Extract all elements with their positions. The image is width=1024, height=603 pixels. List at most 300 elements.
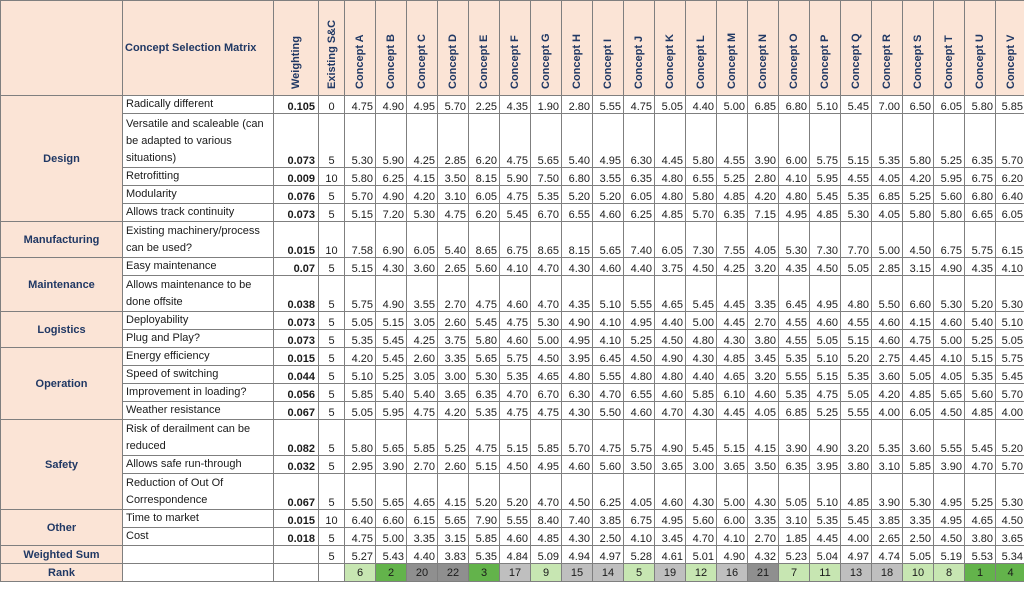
criterion-label: Allows track continuity (123, 204, 274, 222)
concept-score: 3.60 (903, 420, 934, 456)
concept-header (531, 1, 562, 96)
concept-score: 1.85 (779, 528, 810, 546)
concept-score: 6.25 (593, 474, 624, 510)
weighted-sum-value: 5.09 (531, 546, 562, 564)
existing-score: 5 (319, 528, 345, 546)
concept-score: 3.65 (717, 456, 748, 474)
concept-score: 6.80 (965, 186, 996, 204)
concept-score: 5.05 (841, 258, 872, 276)
concept-score: 5.60 (686, 510, 717, 528)
concept-header-text: Concept J (633, 35, 645, 89)
concept-score: 5.70 (996, 114, 1024, 168)
concept-score: 5.35 (345, 330, 376, 348)
existing-score: 10 (319, 510, 345, 528)
concept-score: 8.15 (469, 168, 500, 186)
concept-score: 3.20 (841, 420, 872, 456)
concept-score: 6.55 (624, 384, 655, 402)
concept-score: 4.50 (500, 456, 531, 474)
concept-score: 5.05 (841, 384, 872, 402)
concept-score: 5.00 (717, 474, 748, 510)
weighted-sum-value: 4.97 (841, 546, 872, 564)
concept-score: 5.45 (996, 366, 1024, 384)
concept-score: 2.70 (748, 528, 779, 546)
concept-score: 4.85 (965, 402, 996, 420)
concept-score: 4.30 (686, 474, 717, 510)
concept-score: 3.90 (872, 474, 903, 510)
criterion-row (1, 420, 1024, 456)
criterion-label: Versatile and scaleable (can be adapted to various situations) (123, 114, 274, 168)
concept-header-text: Concept I (602, 38, 614, 89)
weighted-sum-value: 5.04 (810, 546, 841, 564)
concept-score: 4.80 (562, 366, 593, 384)
rank-value: 15 (562, 564, 593, 582)
criterion-label: Allows maintenance to be done offsite (123, 276, 274, 312)
concept-score: 4.80 (655, 366, 686, 384)
concept-score: 7.40 (624, 222, 655, 258)
concept-score: 5.45 (841, 510, 872, 528)
concept-score: 4.10 (500, 258, 531, 276)
concept-score: 5.35 (779, 384, 810, 402)
concept-score: 4.75 (345, 96, 376, 114)
concept-score: 5.85 (407, 420, 438, 456)
concept-score: 5.45 (841, 96, 872, 114)
concept-header (376, 1, 407, 96)
rank-value: 13 (841, 564, 872, 582)
category-label: Maintenance (1, 258, 123, 312)
rank-value: 5 (624, 564, 655, 582)
weighted-sum-value: 4.32 (748, 546, 779, 564)
existing-score: 5 (319, 348, 345, 366)
concept-score: 5.00 (934, 330, 965, 348)
concept-score: 4.75 (593, 420, 624, 456)
concept-score: 6.75 (624, 510, 655, 528)
concept-score: 5.05 (996, 330, 1024, 348)
concept-score: 5.90 (500, 168, 531, 186)
concept-score: 5.25 (717, 168, 748, 186)
category-label: Logistics (1, 312, 123, 348)
concept-score: 2.65 (438, 258, 469, 276)
concept-score: 4.40 (655, 312, 686, 330)
concept-score: 3.15 (903, 258, 934, 276)
existing-score: 5 (319, 276, 345, 312)
criterion-label: Plug and Play? (123, 330, 274, 348)
concept-score: 6.30 (562, 384, 593, 402)
concept-score: 7.30 (686, 222, 717, 258)
concept-score: 5.35 (500, 366, 531, 384)
concept-score: 4.80 (686, 330, 717, 348)
rank-value: 11 (810, 564, 841, 582)
weight-value: 0.073 (274, 330, 319, 348)
weighted-sum-value: 5.43 (376, 546, 407, 564)
weight-value: 0.073 (274, 312, 319, 330)
concept-score: 4.25 (407, 114, 438, 168)
criterion-label: Easy maintenance (123, 258, 274, 276)
criterion-label: Improvement in loading? (123, 384, 274, 402)
concept-score: 4.60 (748, 384, 779, 402)
criterion-label: Risk of derailment can be reduced (123, 420, 274, 456)
concept-score: 4.40 (686, 366, 717, 384)
concept-score: 6.00 (717, 510, 748, 528)
concept-score: 4.80 (655, 186, 686, 204)
concept-header (965, 1, 996, 96)
concept-score: 5.55 (624, 276, 655, 312)
concept-score: 4.60 (500, 276, 531, 312)
concept-score: 5.55 (593, 366, 624, 384)
concept-score: 5.00 (872, 222, 903, 258)
existing-score: 5 (319, 330, 345, 348)
concept-score: 4.50 (810, 258, 841, 276)
criterion-label: Retrofitting (123, 168, 274, 186)
concept-score: 3.35 (438, 348, 469, 366)
weighted-sum-value: 5.53 (965, 546, 996, 564)
rank-row (1, 564, 1024, 582)
concept-score: 3.65 (655, 456, 686, 474)
category-label: Other (1, 510, 123, 546)
criterion-label: Energy efficiency (123, 348, 274, 366)
concept-score: 4.70 (655, 402, 686, 420)
concept-score: 6.05 (407, 222, 438, 258)
concept-score: 6.85 (748, 96, 779, 114)
concept-score: 4.75 (438, 204, 469, 222)
concept-header (996, 1, 1024, 96)
concept-score: 5.45 (686, 420, 717, 456)
concept-header-text: Concept C (416, 34, 428, 89)
concept-score: 4.20 (748, 186, 779, 204)
concept-score: 3.65 (438, 384, 469, 402)
concept-score: 4.90 (376, 96, 407, 114)
concept-score: 3.85 (872, 510, 903, 528)
concept-score: 3.10 (438, 186, 469, 204)
concept-header (717, 1, 748, 96)
concept-score: 6.35 (624, 168, 655, 186)
concept-score: 4.45 (655, 114, 686, 168)
concept-score: 4.75 (810, 384, 841, 402)
concept-header (407, 1, 438, 96)
criterion-row (1, 96, 1024, 114)
concept-score: 6.35 (965, 114, 996, 168)
rank-value: 17 (500, 564, 531, 582)
rank-blank (123, 564, 274, 582)
rank-value: 22 (438, 564, 469, 582)
category-label: Safety (1, 420, 123, 510)
concept-score: 7.90 (469, 510, 500, 528)
concept-score: 4.60 (500, 330, 531, 348)
concept-score: 5.70 (345, 186, 376, 204)
concept-header-text: Concept L (695, 35, 707, 89)
concept-score: 5.20 (841, 348, 872, 366)
concept-score: 5.85 (686, 384, 717, 402)
concept-score: 7.70 (841, 222, 872, 258)
concept-score: 8.65 (469, 222, 500, 258)
concept-score: 5.30 (779, 222, 810, 258)
concept-score: 2.80 (562, 96, 593, 114)
concept-score: 4.80 (624, 366, 655, 384)
concept-score: 3.75 (438, 330, 469, 348)
concept-score: 5.60 (965, 384, 996, 402)
weight-value: 0.073 (274, 114, 319, 168)
concept-score: 3.60 (872, 366, 903, 384)
concept-score: 4.75 (624, 96, 655, 114)
concept-score: 4.55 (717, 114, 748, 168)
concept-score: 5.40 (562, 114, 593, 168)
concept-score: 5.75 (500, 348, 531, 366)
concept-score: 4.25 (717, 258, 748, 276)
concept-score: 4.60 (810, 312, 841, 330)
criterion-label: Deployability (123, 312, 274, 330)
concept-score: 5.85 (345, 384, 376, 402)
concept-score: 4.95 (562, 330, 593, 348)
concept-header (810, 1, 841, 96)
concept-score: 2.85 (872, 258, 903, 276)
concept-score: 5.15 (345, 204, 376, 222)
concept-score: 5.60 (593, 456, 624, 474)
concept-score: 5.75 (996, 348, 1024, 366)
concept-score: 6.85 (779, 402, 810, 420)
concept-score: 6.25 (376, 168, 407, 186)
concept-score: 4.70 (593, 384, 624, 402)
concept-score: 3.00 (686, 456, 717, 474)
concept-score: 5.25 (965, 330, 996, 348)
concept-score: 6.10 (717, 384, 748, 402)
concept-score: 6.75 (934, 222, 965, 258)
concept-header-text: Concept B (385, 34, 397, 89)
concept-score: 4.60 (562, 456, 593, 474)
concept-score: 4.70 (531, 474, 562, 510)
concept-score: 6.70 (531, 204, 562, 222)
concept-score: 5.80 (903, 204, 934, 222)
rank-weight-blank (274, 564, 319, 582)
concept-score: 5.20 (500, 474, 531, 510)
concept-score: 3.55 (407, 276, 438, 312)
concept-score: 5.20 (469, 474, 500, 510)
concept-score: 3.00 (438, 366, 469, 384)
concept-score: 4.45 (717, 276, 748, 312)
concept-score: 5.65 (593, 222, 624, 258)
weight-value: 0.067 (274, 474, 319, 510)
concept-score: 5.35 (531, 186, 562, 204)
concept-header (562, 1, 593, 96)
concept-score: 4.55 (841, 312, 872, 330)
concept-score: 4.95 (934, 510, 965, 528)
concept-score: 5.30 (407, 204, 438, 222)
weight-value: 0.07 (274, 258, 319, 276)
concept-score: 7.30 (810, 222, 841, 258)
concept-score: 4.85 (841, 474, 872, 510)
concept-score: 4.80 (841, 276, 872, 312)
concept-score: 5.45 (469, 312, 500, 330)
concept-score: 6.85 (872, 186, 903, 204)
concept-score: 5.25 (934, 114, 965, 168)
concept-score: 2.95 (345, 456, 376, 474)
concept-score: 4.85 (903, 384, 934, 402)
existing-header-text: Existing S&C (325, 19, 338, 89)
concept-score: 6.20 (469, 114, 500, 168)
concept-score: 5.75 (810, 114, 841, 168)
concept-header-text: Concept N (757, 34, 769, 89)
concept-score: 4.95 (593, 114, 624, 168)
concept-score: 5.15 (841, 330, 872, 348)
concept-header (934, 1, 965, 96)
concept-score: 5.45 (500, 204, 531, 222)
concept-score: 5.95 (934, 168, 965, 186)
concept-score: 5.20 (996, 420, 1024, 456)
concept-score: 5.55 (593, 96, 624, 114)
concept-score: 5.65 (934, 384, 965, 402)
rank-value: 14 (593, 564, 624, 582)
concept-header-text: Concept O (788, 33, 800, 89)
weighted-sum-value: 5.28 (624, 546, 655, 564)
rank-value: 2 (376, 564, 407, 582)
rank-value: 9 (531, 564, 562, 582)
existing-score: 10 (319, 222, 345, 258)
concept-score: 5.25 (624, 330, 655, 348)
concept-score: 7.00 (872, 96, 903, 114)
weighted-sum-value: 4.90 (717, 546, 748, 564)
concept-score: 4.30 (686, 402, 717, 420)
concept-score: 2.60 (438, 312, 469, 330)
concept-score: 5.30 (841, 204, 872, 222)
concept-score: 5.10 (593, 276, 624, 312)
concept-score: 6.45 (593, 348, 624, 366)
concept-score: 4.10 (624, 528, 655, 546)
rank-value: 6 (345, 564, 376, 582)
concept-header (779, 1, 810, 96)
concept-score: 3.10 (872, 456, 903, 474)
weighted-sum-value: 4.84 (500, 546, 531, 564)
concept-score: 3.20 (748, 366, 779, 384)
concept-score: 4.30 (748, 474, 779, 510)
concept-score: 3.35 (748, 276, 779, 312)
concept-header-text: Concept G (540, 33, 552, 89)
concept-score: 6.55 (686, 168, 717, 186)
concept-score: 2.60 (438, 456, 469, 474)
weight-value: 0.076 (274, 186, 319, 204)
concept-score: 5.35 (841, 186, 872, 204)
concept-score: 5.45 (376, 330, 407, 348)
rank-value: 3 (469, 564, 500, 582)
concept-score: 3.80 (965, 528, 996, 546)
concept-score: 4.50 (562, 474, 593, 510)
concept-score: 5.15 (345, 258, 376, 276)
concept-score: 4.50 (903, 222, 934, 258)
concept-score: 4.30 (376, 258, 407, 276)
criterion-label: Cost (123, 528, 274, 546)
weighted-sum-value: 4.40 (407, 546, 438, 564)
concept-score: 3.60 (407, 258, 438, 276)
concept-score: 4.15 (438, 474, 469, 510)
concept-score: 5.40 (965, 312, 996, 330)
concept-score: 5.60 (934, 186, 965, 204)
concept-score: 4.85 (531, 528, 562, 546)
concept-score: 6.80 (562, 168, 593, 186)
rank-value: 4 (996, 564, 1024, 582)
concept-header-text: Concept E (478, 34, 490, 89)
concept-score: 4.50 (934, 528, 965, 546)
existing-score: 5 (319, 366, 345, 384)
concept-score: 4.55 (779, 330, 810, 348)
concept-score: 4.75 (469, 420, 500, 456)
concept-header-text: Concept M (726, 32, 738, 89)
concept-score: 1.90 (531, 96, 562, 114)
concept-header (872, 1, 903, 96)
concept-score: 3.45 (748, 348, 779, 366)
concept-score: 4.10 (996, 258, 1024, 276)
concept-score: 5.50 (593, 402, 624, 420)
concept-score: 2.25 (469, 96, 500, 114)
existing-header (319, 1, 345, 96)
concept-score: 5.05 (810, 330, 841, 348)
concept-score: 4.70 (531, 258, 562, 276)
existing-score: 5 (319, 258, 345, 276)
concept-score: 4.50 (624, 348, 655, 366)
concept-score: 4.50 (934, 402, 965, 420)
concept-score: 4.75 (531, 402, 562, 420)
concept-score: 4.00 (996, 402, 1024, 420)
concept-score: 5.85 (903, 456, 934, 474)
concept-score: 6.55 (562, 204, 593, 222)
criterion-label: Reduction of Out Of Correspondence (123, 474, 274, 510)
criterion-row (1, 168, 1024, 186)
concept-score: 4.90 (934, 258, 965, 276)
weighted-sum-blank (123, 546, 274, 564)
concept-score: 4.15 (903, 312, 934, 330)
concept-score: 4.60 (593, 204, 624, 222)
concept-score: 4.30 (562, 258, 593, 276)
category-label: Manufacturing (1, 222, 123, 258)
concept-score: 5.80 (934, 204, 965, 222)
concept-score: 4.05 (872, 204, 903, 222)
concept-score: 5.35 (779, 348, 810, 366)
concept-score: 5.55 (934, 420, 965, 456)
concept-score: 4.90 (655, 420, 686, 456)
concept-score: 3.90 (748, 114, 779, 168)
existing-score: 5 (319, 186, 345, 204)
concept-score: 2.70 (748, 312, 779, 330)
concept-score: 4.35 (500, 96, 531, 114)
concept-score: 5.35 (810, 510, 841, 528)
weight-value: 0.018 (274, 528, 319, 546)
concept-score: 4.75 (903, 330, 934, 348)
concept-header (500, 1, 531, 96)
weight-value: 0.009 (274, 168, 319, 186)
concept-score: 4.40 (624, 258, 655, 276)
concept-score: 5.20 (562, 186, 593, 204)
concept-score: 6.15 (407, 510, 438, 528)
weighting-header-text: Weighting (290, 36, 302, 89)
rank-label: Rank (1, 564, 123, 582)
concept-score: 4.90 (655, 348, 686, 366)
criterion-row (1, 384, 1024, 402)
concept-score: 4.75 (345, 528, 376, 546)
concept-score: 4.20 (438, 402, 469, 420)
concept-score: 3.50 (624, 456, 655, 474)
concept-score: 6.70 (531, 384, 562, 402)
concept-score: 7.20 (376, 204, 407, 222)
concept-score: 3.15 (438, 528, 469, 546)
concept-score: 5.55 (841, 402, 872, 420)
concept-score: 2.70 (438, 276, 469, 312)
concept-score: 5.95 (810, 168, 841, 186)
concept-score: 4.95 (934, 474, 965, 510)
concept-score: 4.05 (748, 222, 779, 258)
concept-score: 7.15 (748, 204, 779, 222)
concept-score: 4.75 (500, 186, 531, 204)
rank-value: 16 (717, 564, 748, 582)
concept-score: 3.35 (903, 510, 934, 528)
concept-score: 2.75 (872, 348, 903, 366)
concept-score: 5.20 (593, 186, 624, 204)
concept-header-text: Concept H (571, 34, 583, 89)
